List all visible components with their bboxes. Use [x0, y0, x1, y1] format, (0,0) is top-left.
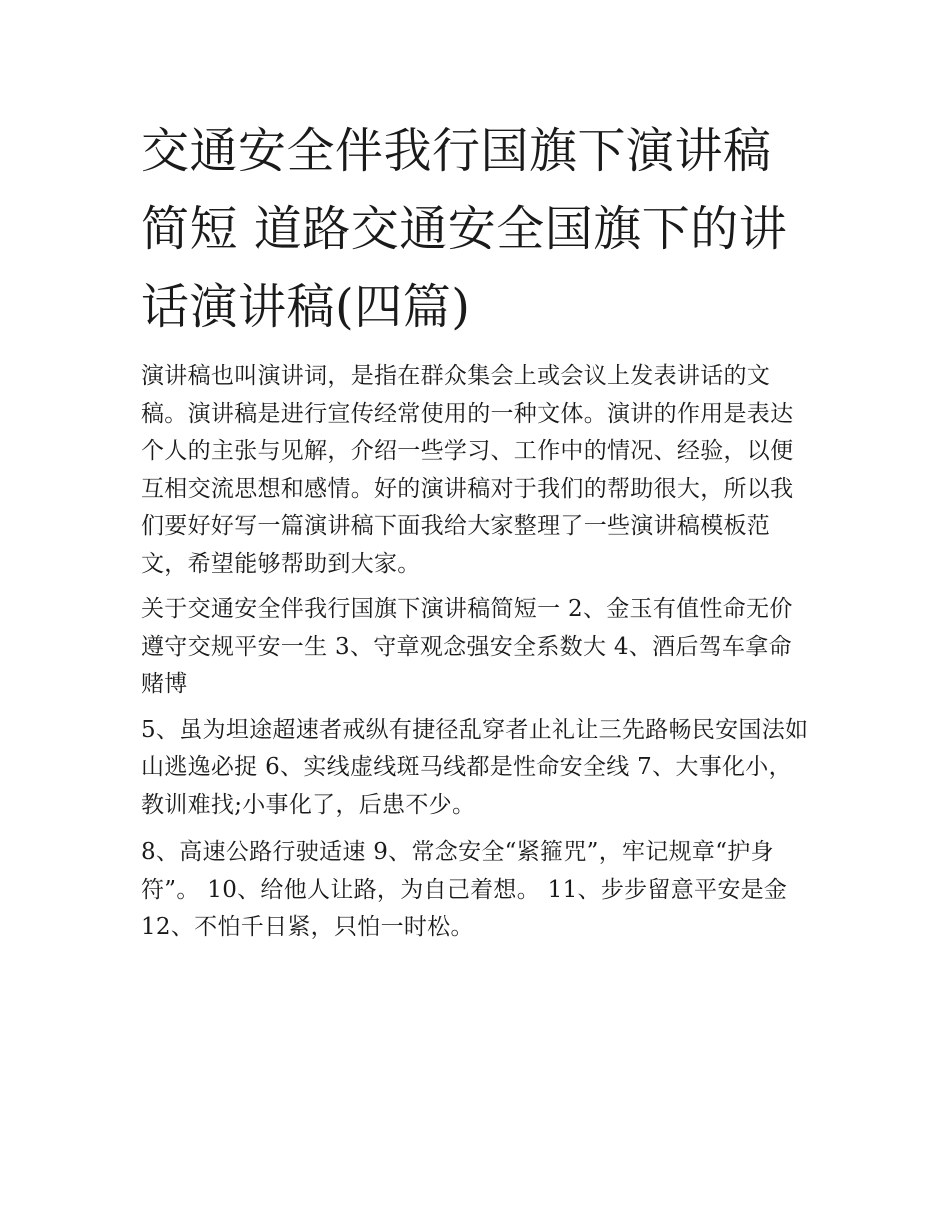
- slogan-paragraph-2: 5、虽为坦途超速者戒纵有捷径乱穿者止礼让三先路畅民安国法如山逃逸必捉 6、实线虚线斑马线都是性命安全线 7、大事化小，教训难找;小事化了，后患不少。: [141, 716, 809, 818]
- slogan-paragraph-1: 关于交通安全伴我行国旗下演讲稿简短一 2、金玉有值性命无价遵守交规平安一生 3、守章观念强安全系数大 4、酒后驾车拿命赌博: [141, 596, 793, 697]
- slogan-paragraph-3: 8、高速公路行驶适速 9、常念安全“紧箍咒”，牢记规章“护身符”。 10、给他人让路，为自己着想。 11、步步留意平安是金 12、不怕千日紧，只怕一时松。: [141, 839, 788, 940]
- document-page: [141, 112, 813, 947]
- intro-paragraph: 演讲稿也叫演讲词，是指在群众集会上或会议上发表讲话的文稿。演讲稿是进行宣传经常使用的一种文体。演讲的作用是表达个人的主张与见解，介绍一些学习、工作中的情况、经验，以便互相交流思想和感情。好的演讲稿对于我们的帮助很大，所以我们要好好写一篇演讲稿下面我给大家整理了一些演讲稿模板范文，希望能够帮助到大家。: [141, 363, 794, 577]
- document-title: 交通安全伴我行国旗下演讲稿简短 道路交通安全国旗下的讲话演讲稿(四篇): [141, 123, 788, 335]
